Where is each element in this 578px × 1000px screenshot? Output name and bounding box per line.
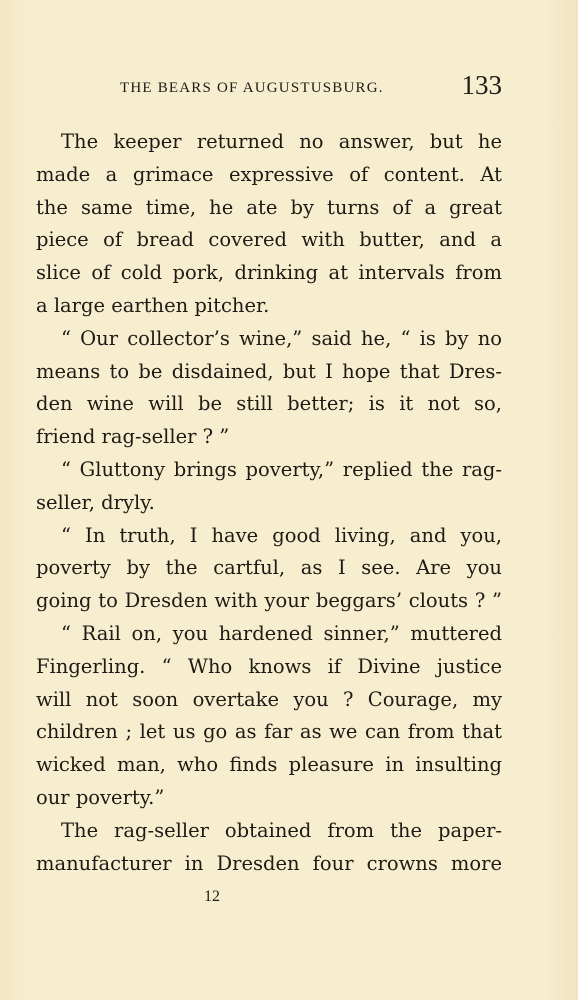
- text-line: children ; let us go as far as we can from that: [36, 720, 502, 744]
- text-line: friend rag-seller ? ”: [36, 425, 230, 449]
- text-line: slice of cold pork, drinking at intervals from: [36, 261, 502, 285]
- text-line: “ Rail on, you hardened sinner,” muttered: [61, 621, 502, 645]
- text-line: our poverty.”: [36, 785, 165, 809]
- text-line: The keeper returned no answer, but he: [61, 130, 502, 153]
- text-line: manufacturer in Dresden four crowns more: [36, 851, 502, 875]
- text-line: wicked man, who finds pleasure in insulting: [36, 753, 502, 777]
- text-line: den wine will be still better; is it not so,: [36, 392, 502, 416]
- text-line: seller, dryly.: [36, 490, 155, 514]
- text-line: “ Gluttony brings poverty,” replied the rag-: [61, 457, 502, 481]
- text-line: “ In truth, I have good living, and you,: [61, 523, 502, 547]
- running-head: [36, 70, 502, 106]
- text-line: going to Dresden with your beggars’ clouts ? ”: [36, 589, 502, 613]
- text-line: poverty by the cartful, as I see. Are you: [36, 556, 502, 580]
- body-text: [36, 126, 502, 880]
- text-line: “ Our collector’s wine,” said he, “ is by no: [61, 326, 502, 350]
- page-number: 133: [461, 70, 502, 100]
- text-line: piece of bread covered with butter, and a: [36, 228, 502, 252]
- signature-mark: 12: [204, 888, 220, 905]
- text-line: a large earthen pitcher.: [36, 293, 270, 317]
- text-line: made a grimace expressive of content. At: [36, 162, 502, 186]
- text-line: the same time, he ate by turns of a great: [36, 195, 502, 219]
- text-line: means to be disdained, but I hope that Dres-: [36, 359, 502, 383]
- text-line: The rag-seller obtained from the paper-: [61, 818, 502, 842]
- text-line: Fingerling. “ Who knows if Divine justice: [36, 654, 502, 678]
- text-line: will not soon overtake you ? Courage, my: [36, 687, 502, 711]
- running-title: THE BEARS OF AUGUSTUSBURG.: [120, 80, 384, 96]
